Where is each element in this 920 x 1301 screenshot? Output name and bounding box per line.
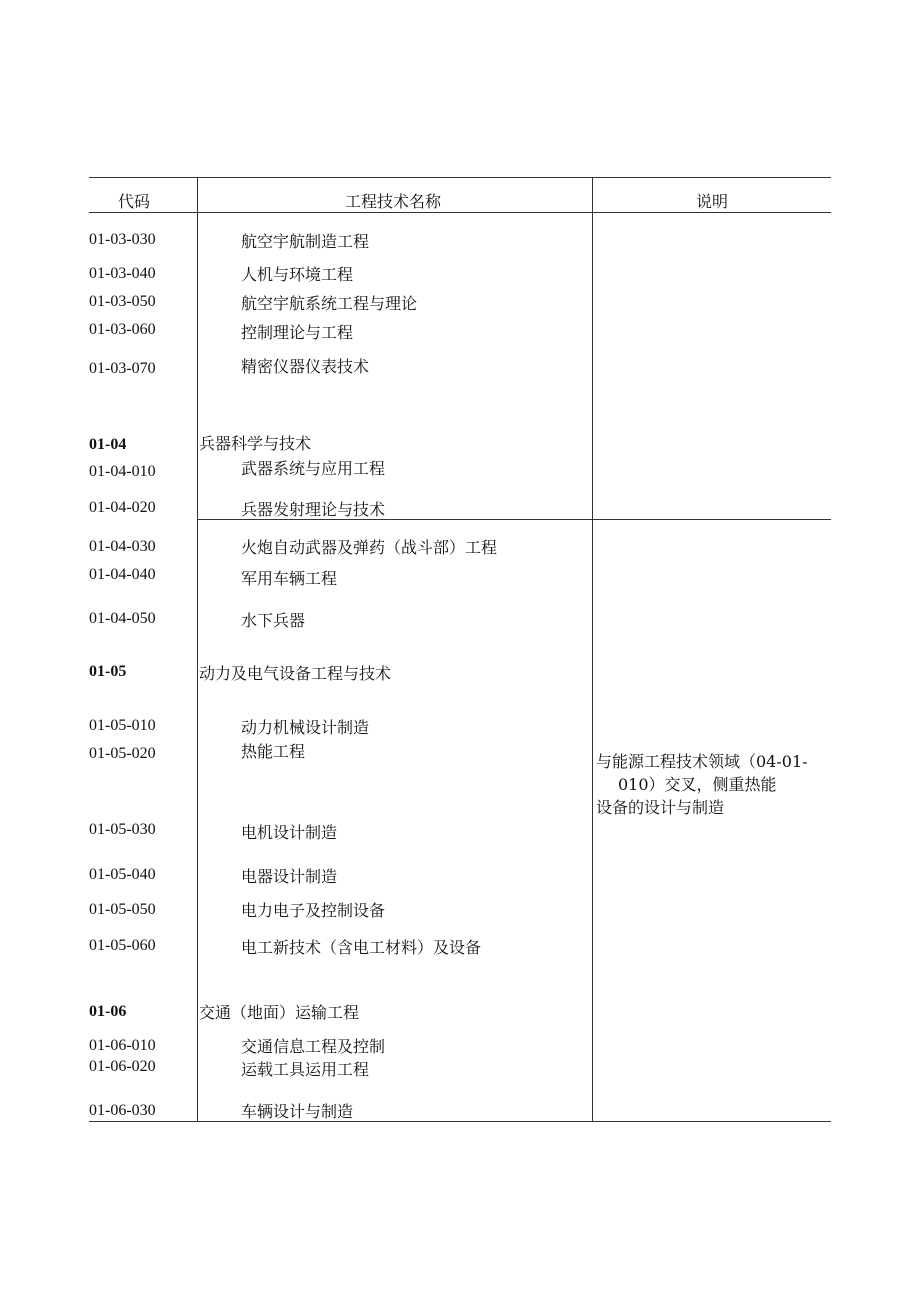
row-code: 01-05-040 (89, 866, 156, 883)
row-name: 控制理论与工程 (241, 323, 354, 342)
row-code: 01-05-020 (89, 745, 156, 762)
row-code: 01-03-060 (89, 321, 156, 338)
column-divider-name-note (592, 177, 593, 1122)
row-name: 电机设计制造 (241, 823, 338, 842)
row-name: 水下兵器 (241, 611, 306, 630)
section-name: 兵器科学与技术 (199, 434, 312, 453)
row-name: 电器设计制造 (241, 867, 338, 886)
header-bottom-border (89, 212, 831, 213)
note-text (596, 750, 832, 819)
row-name: 交通信息工程及控制 (241, 1037, 386, 1056)
note-line: 与能源工程技术领域（04-01- (596, 752, 808, 771)
section-name: 交通（地面）运输工程 (199, 1003, 360, 1022)
row-name: 精密仪器仪表技术 (241, 357, 370, 376)
row-code: 01-03-070 (89, 360, 156, 377)
row-name: 电工新技术（含电工材料）及设备 (241, 938, 482, 957)
row-code: 01-05-010 (89, 717, 156, 734)
row-code: 01-04-050 (89, 610, 156, 627)
note-line: 设备的设计与制造 (596, 798, 725, 817)
note-line: 010）交叉，侧重热能 (618, 775, 777, 794)
row-code: 01-06-030 (89, 1102, 156, 1119)
row-name: 电力电子及控制设备 (241, 901, 386, 920)
row-code: 01-04-030 (89, 538, 156, 555)
row-code: 01-03-030 (89, 231, 156, 248)
row-code: 01-05-050 (89, 901, 156, 918)
table-bottom-border (89, 1121, 831, 1122)
row-name: 人机与环境工程 (241, 265, 354, 284)
row-code: 01-03-040 (89, 265, 156, 282)
row-code: 01-05-060 (89, 937, 156, 954)
row-name: 军用车辆工程 (241, 569, 338, 588)
header-code: 代码 (117, 192, 151, 211)
column-divider-code-name (197, 177, 198, 1122)
row-name: 火炮自动武器及弹药（战斗部）工程 (241, 538, 498, 557)
row-name: 航空宇航系统工程与理论 (241, 294, 418, 313)
row-name: 武器系统与应用工程 (241, 459, 386, 478)
table-top-border (89, 177, 831, 178)
row-name: 运载工具运用工程 (241, 1060, 370, 1079)
row-code: 01-05-030 (89, 821, 156, 838)
section-name: 动力及电气设备工程与技术 (199, 664, 392, 683)
header-name: 工程技术名称 (344, 192, 442, 211)
row-name: 车辆设计与制造 (241, 1102, 354, 1121)
row-name: 动力机械设计制造 (241, 718, 370, 737)
row-code: 01-06-010 (89, 1037, 156, 1054)
section-code: 01-05 (89, 663, 127, 680)
row-code: 01-04-010 (89, 463, 156, 480)
row-code: 01-04-040 (89, 566, 156, 583)
row-code: 01-06-020 (89, 1058, 156, 1075)
section-code: 01-06 (89, 1003, 127, 1020)
row-name: 航空宇航制造工程 (241, 232, 370, 251)
row-code: 01-03-050 (89, 293, 156, 310)
section-code: 01-04 (89, 436, 127, 453)
row-name: 兵器发射理论与技术 (241, 500, 386, 519)
row-code: 01-04-020 (89, 499, 156, 516)
header-note: 说明 (695, 192, 729, 211)
row-name: 热能工程 (241, 742, 306, 761)
